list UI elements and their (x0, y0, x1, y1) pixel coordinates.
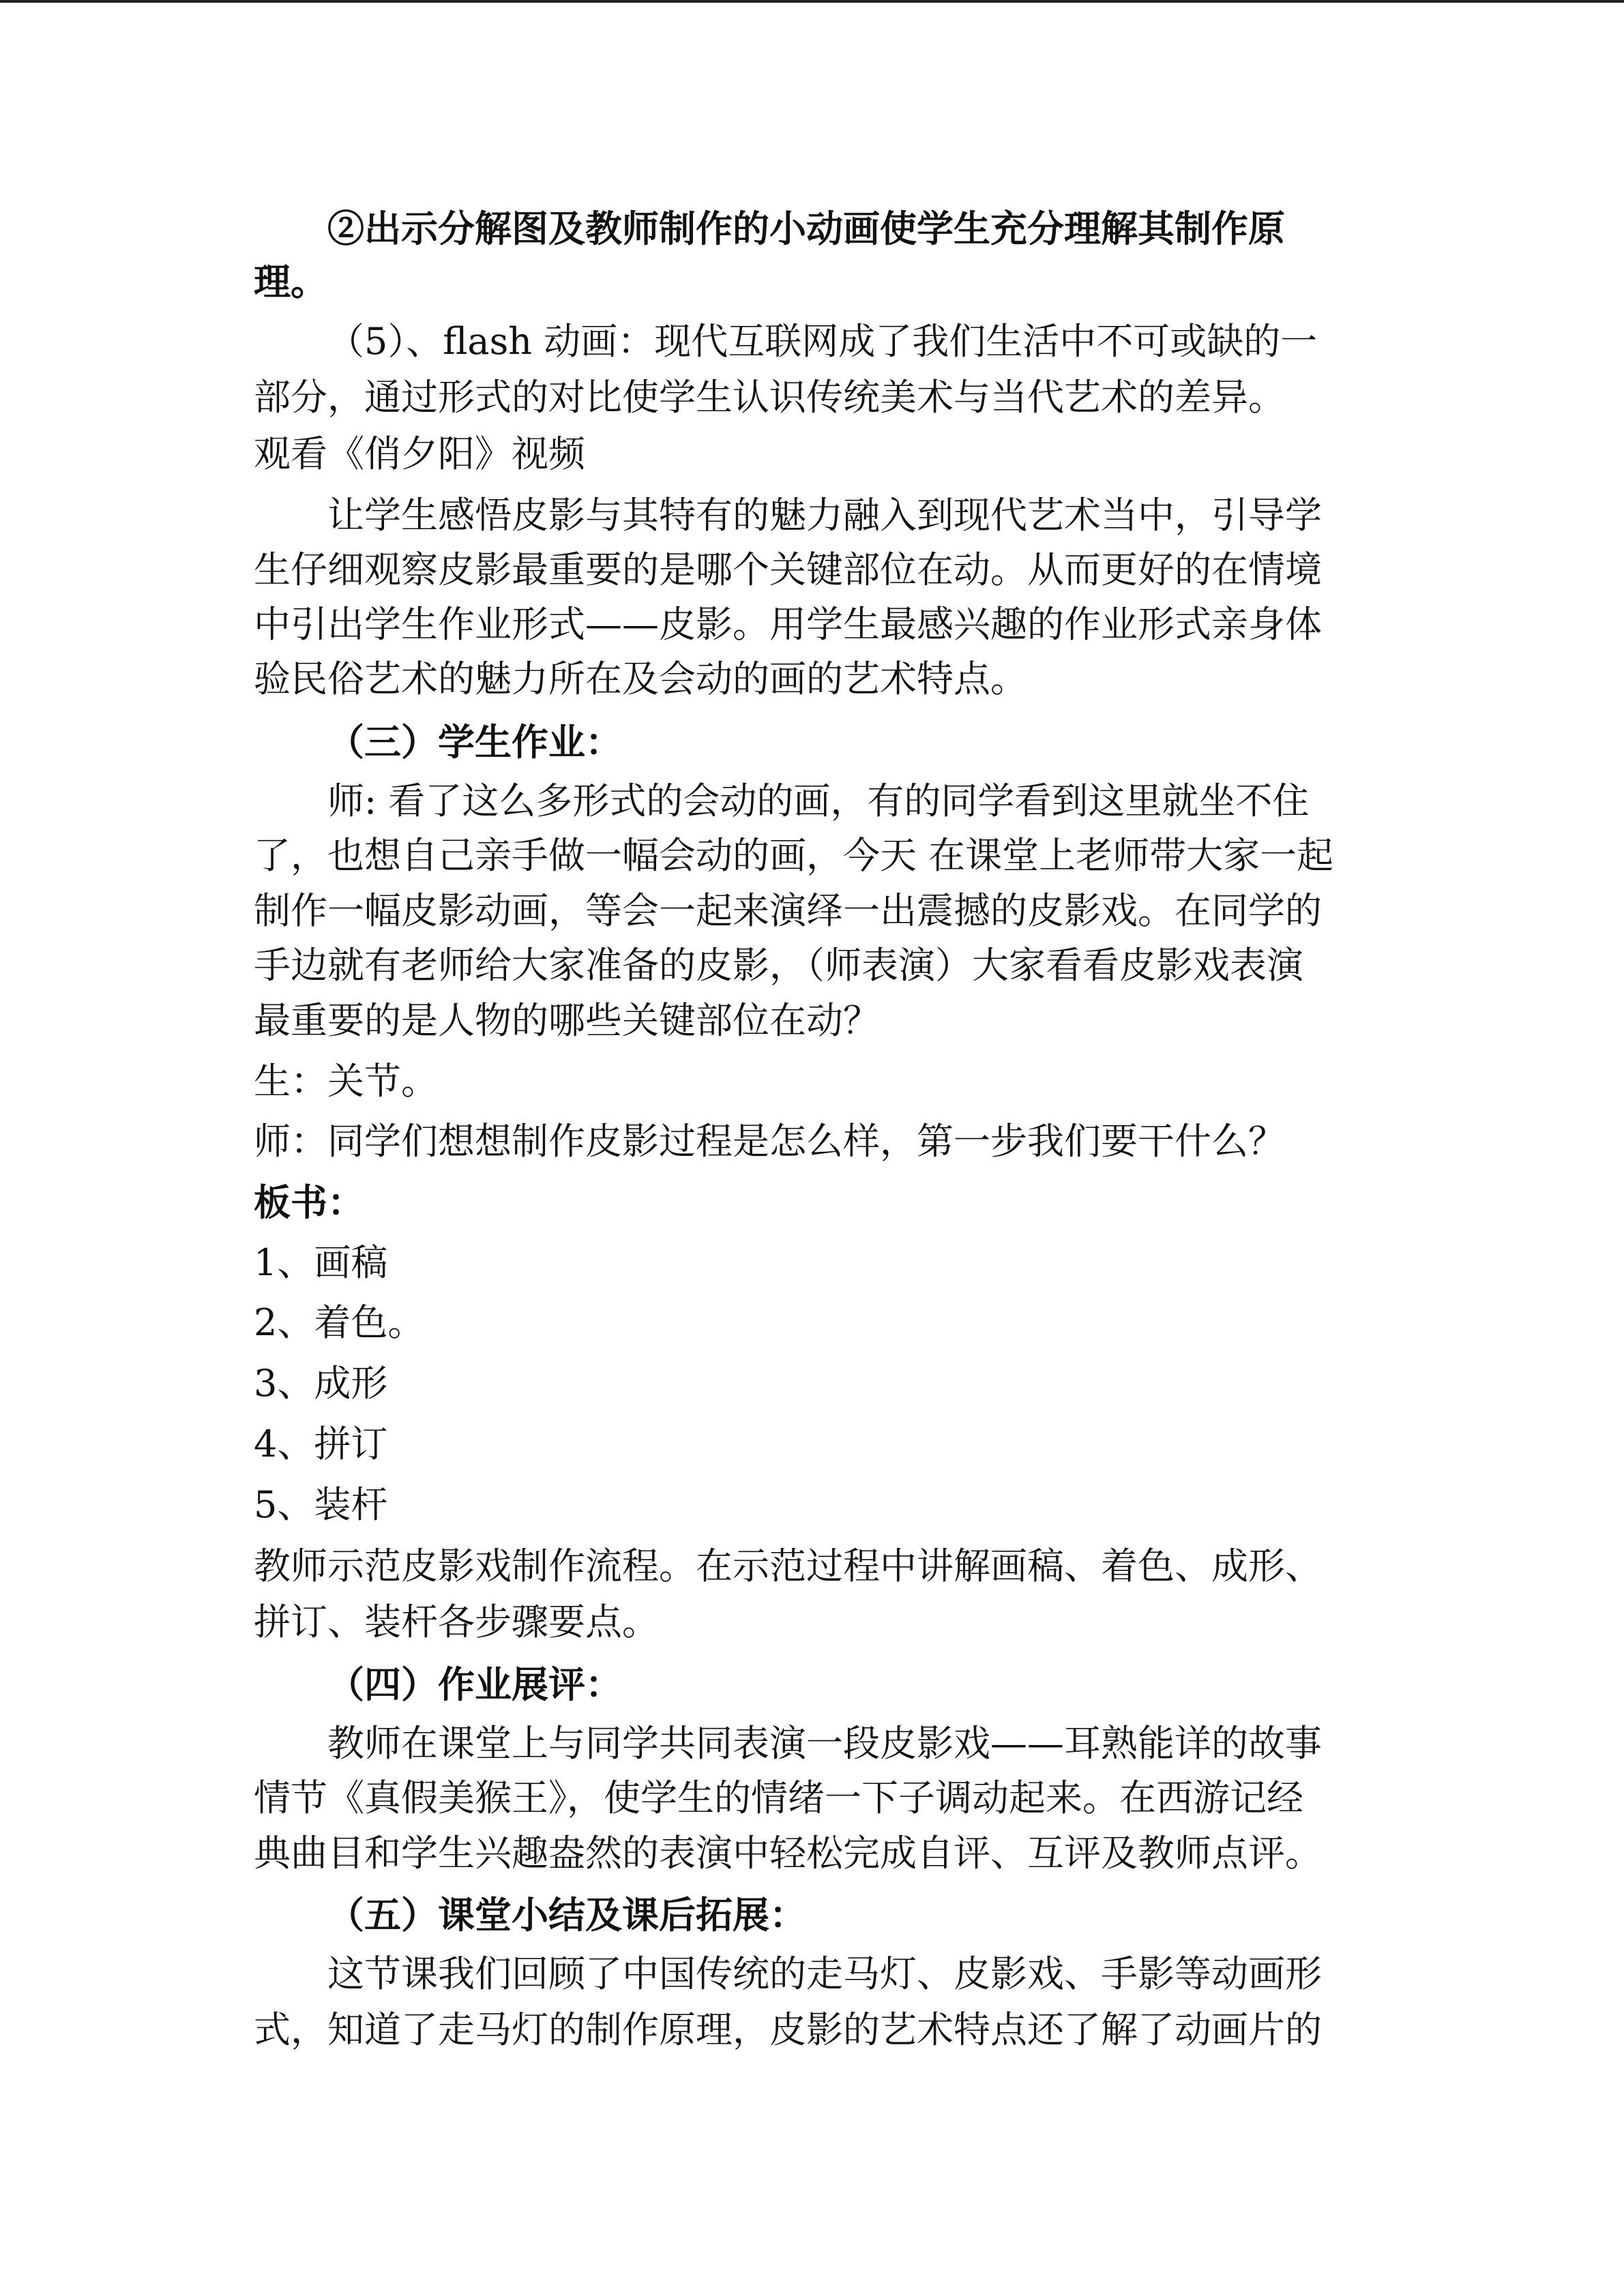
paragraph-line: 中引出学生作业形式——皮影。用学生最感兴趣的作业形式亲身体 (254, 603, 1322, 646)
paragraph-line: 教师示范皮影戏制作流程。在示范过程中讲解画稿、着色、成形、 (254, 1545, 1322, 1587)
section-heading-student-work: （三）学生作业： (327, 720, 622, 764)
section-heading-review: （四）作业展评： (327, 1663, 622, 1706)
list-item: 5、装杆 (254, 1483, 388, 1526)
paragraph-line: 制作一幅皮影动画，等会一起来演绎一出震撼的皮影戏。在同学的 (254, 889, 1322, 932)
flash-section-line: （5）、flash 动画：现代互联网成了我们生活中不可或缺的一 (327, 320, 1318, 363)
paragraph-line: 部分，通过形式的对比使学生认识传统美术与当代艺术的差异。 (254, 376, 1285, 419)
dialogue-line: 生：关节。 (254, 1060, 438, 1103)
paragraph-line: 手边就有老师给大家准备的皮影，（师表演）大家看看皮影戏表演 (254, 944, 1303, 987)
top-border-line (0, 0, 1624, 3)
dialogue-line: 师：同学们想想制作皮影过程是怎么样，第一步我们要干什么？ (254, 1120, 1285, 1163)
step-2-instruction: ②出示分解图及教师制作的小动画使学生充分理解其制作原 (327, 207, 1285, 250)
paragraph-line: 典曲目和学生兴趣盎然的表演中轻松完成自评、互评及教师点评。 (254, 1832, 1322, 1875)
paragraph-line: 师: 看了这么多形式的会动的画，有的同学看到这里就坐不住 (327, 779, 1310, 822)
step-2-instruction-cont: 理。 (254, 260, 327, 303)
list-item: 1、画稿 (254, 1241, 388, 1284)
board-writing-heading: 板书： (254, 1180, 364, 1224)
paragraph-line: 式，知道了走马灯的制作原理，皮影的艺术特点还了解了动画片的 (254, 2008, 1322, 2051)
section-heading-summary: （五）课堂小结及课后拓展： (327, 1893, 806, 1937)
paragraph-line: 教师在课堂上与同学共同表演一段皮影戏——耳熟能详的故事 (327, 1722, 1322, 1765)
paragraph-line: 情节《真假美猴王》，使学生的情绪一下子调动起来。在西游记经 (254, 1776, 1303, 1819)
paragraph-line: 最重要的是人物的哪些关键部位在动？ (254, 999, 880, 1042)
paragraph-line: 拼订、装杆各步骤要点。 (254, 1600, 659, 1643)
video-title-line: 观看《俏夕阳》视频 (254, 432, 585, 475)
paragraph-line: 了，也想自己亲手做一幅会动的画，今天 在课堂上老师带大家一起 (254, 834, 1334, 877)
list-item: 2、着色。 (254, 1301, 425, 1344)
list-item: 4、拼订 (254, 1422, 388, 1465)
list-item: 3、成形 (254, 1362, 388, 1405)
paragraph-line: 生仔细观察皮影最重要的是哪个关键部位在动。从而更好的在情境 (254, 548, 1322, 591)
paragraph-line: 这节课我们回顾了中国传统的走马灯、皮影戏、手影等动画形 (327, 1952, 1322, 1995)
paragraph-line: 验民俗艺术的魅力所在及会动的画的艺术特点。 (254, 657, 1027, 700)
paragraph-line: 让学生感悟皮影与其特有的魅力融入到现代艺术当中，引导学 (327, 494, 1322, 537)
